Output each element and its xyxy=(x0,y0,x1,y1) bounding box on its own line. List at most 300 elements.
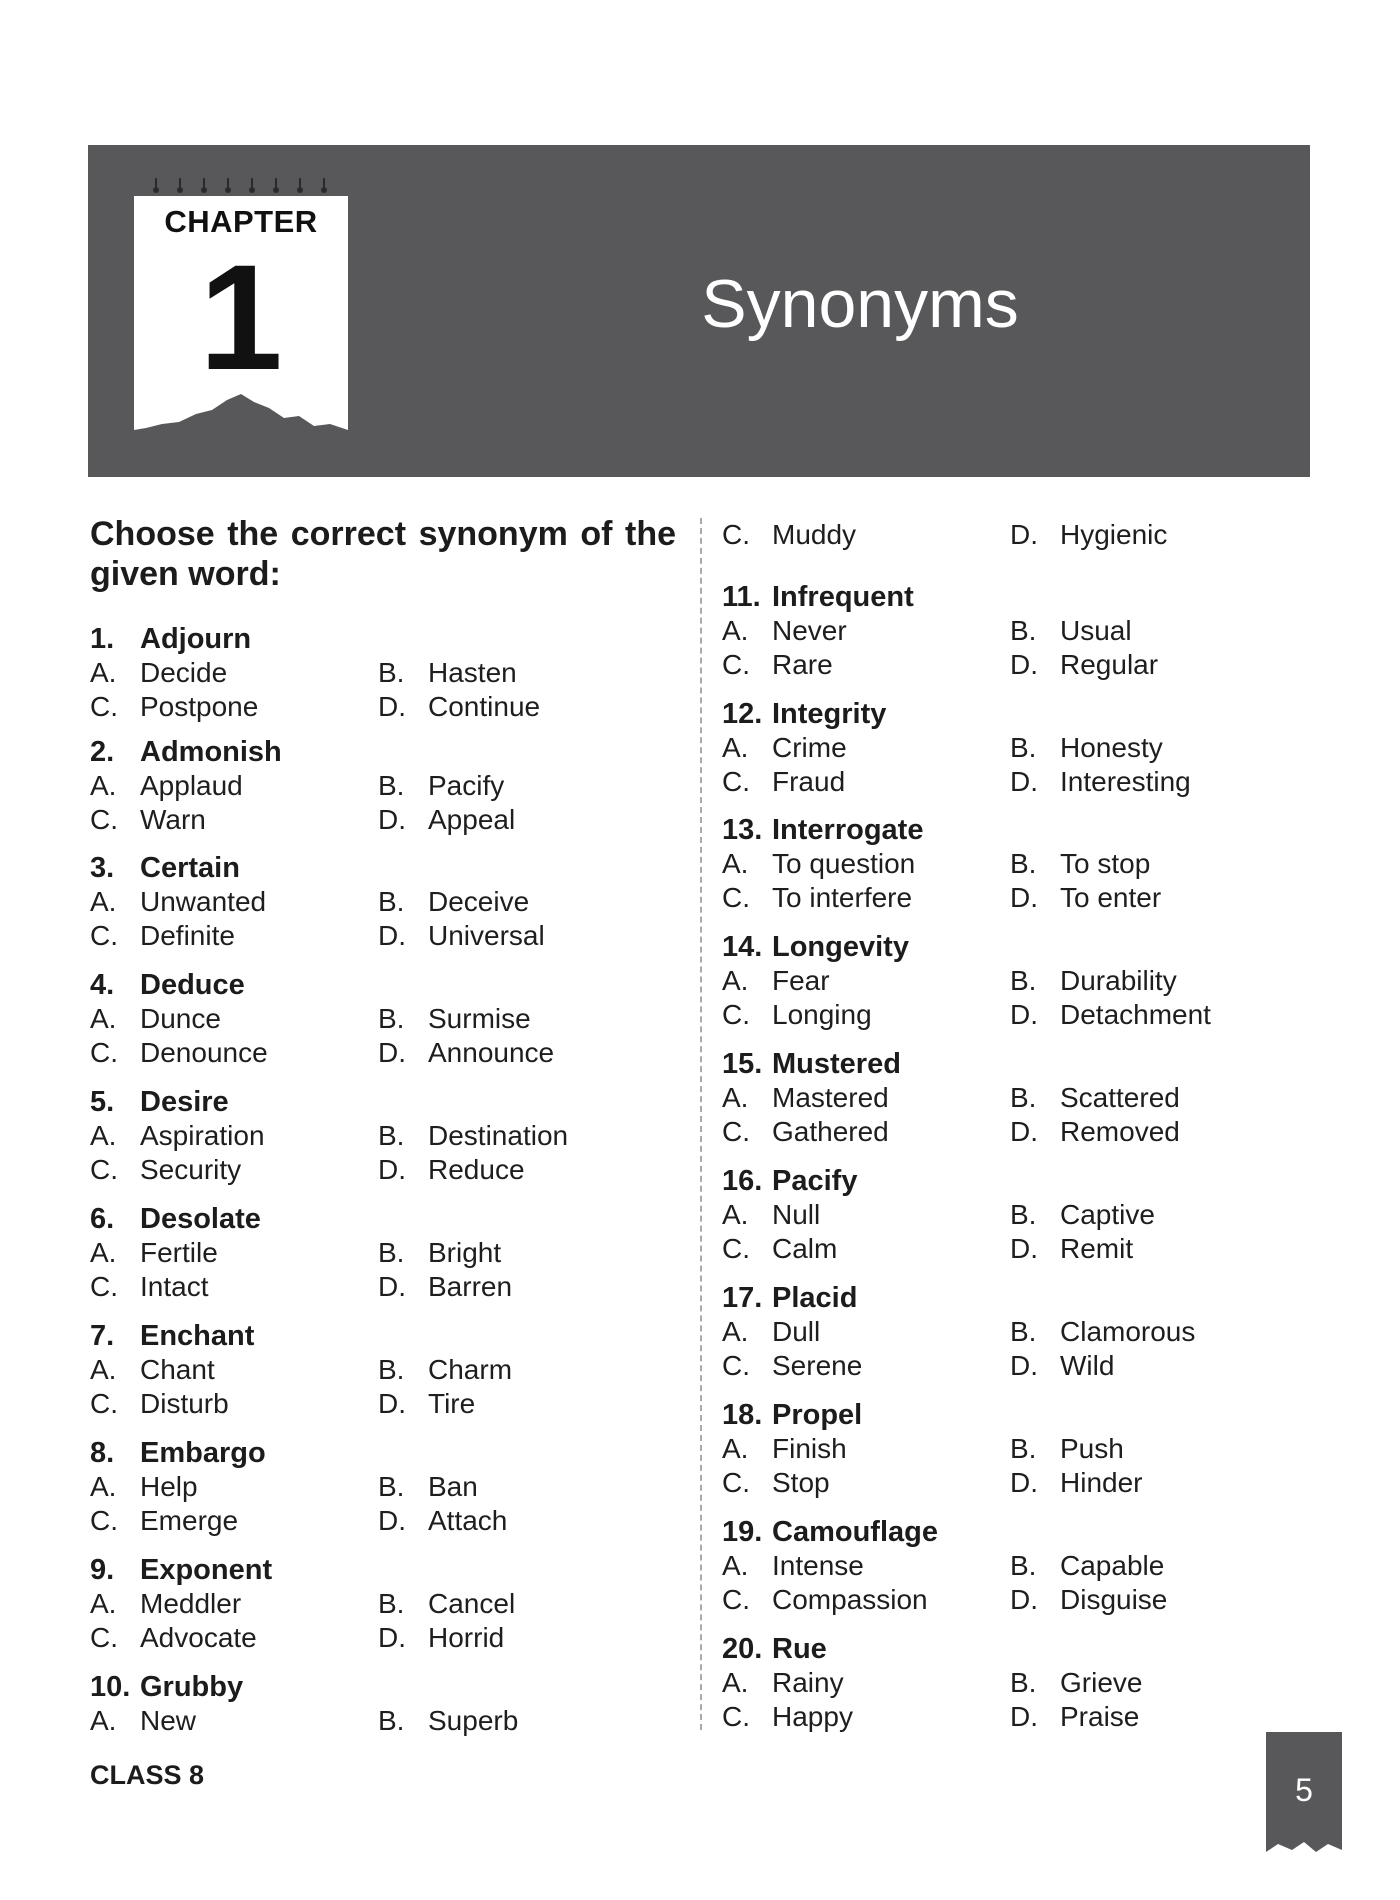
option-text: Charm xyxy=(428,1354,513,1385)
option-marker: A. xyxy=(722,1199,749,1230)
option-text: Never xyxy=(772,615,847,646)
option-marker: D. xyxy=(1010,1350,1038,1381)
option-marker: B. xyxy=(1010,848,1037,879)
option-marker: C. xyxy=(90,920,118,951)
option xyxy=(378,919,545,953)
option xyxy=(722,731,847,765)
option xyxy=(378,1353,512,1387)
option-marker: D. xyxy=(1010,1233,1038,1264)
option-text: Cancel xyxy=(428,1588,516,1619)
option xyxy=(722,648,833,682)
question-word-marker: 8. xyxy=(90,1437,115,1469)
question-word-text: Rue xyxy=(772,1633,827,1665)
option-text: Rainy xyxy=(772,1667,844,1698)
option-text: Longing xyxy=(772,999,872,1030)
option xyxy=(90,919,235,953)
question-word-text: Embargo xyxy=(140,1437,266,1469)
option-text: Push xyxy=(1060,1433,1124,1464)
option-text: Mastered xyxy=(772,1082,889,1113)
option-text: Ban xyxy=(428,1471,478,1502)
option-text: Bright xyxy=(428,1237,502,1268)
question-word-marker: 2. xyxy=(90,736,115,768)
column-divider xyxy=(700,518,702,1730)
question-word-marker: 18. xyxy=(722,1399,763,1431)
option-marker: B. xyxy=(1010,1199,1037,1230)
option xyxy=(1010,964,1177,998)
option-marker: B. xyxy=(378,1003,405,1034)
option-marker: C. xyxy=(90,1505,118,1536)
question-word-marker: 5. xyxy=(90,1086,115,1118)
option xyxy=(1010,518,1167,552)
question-word-marker: 10. xyxy=(90,1671,131,1703)
option xyxy=(378,1387,475,1421)
option-text: Happy xyxy=(772,1701,853,1732)
option-marker: D. xyxy=(378,1622,406,1653)
option-marker: A. xyxy=(722,848,749,879)
option-marker: B. xyxy=(378,1354,405,1385)
option-text: Superb xyxy=(428,1705,519,1736)
option xyxy=(722,964,830,998)
question-word xyxy=(90,735,282,769)
option xyxy=(1010,1198,1155,1232)
question-word xyxy=(90,851,240,885)
option xyxy=(722,1666,844,1700)
option-marker: B. xyxy=(1010,1316,1037,1347)
option xyxy=(722,881,912,915)
question-word xyxy=(722,1515,938,1549)
option xyxy=(378,1002,531,1036)
question-word-text: Desolate xyxy=(140,1203,261,1235)
question-word xyxy=(90,1436,266,1470)
question-word-text: Enchant xyxy=(140,1320,255,1352)
page-number-tab xyxy=(1266,1732,1342,1858)
option xyxy=(378,656,517,690)
question-word-text: Pacify xyxy=(772,1165,858,1197)
chapter-calendar-icon xyxy=(134,178,348,440)
option xyxy=(90,769,243,803)
option xyxy=(1010,1700,1139,1734)
option xyxy=(378,1270,512,1304)
question-word xyxy=(722,1047,901,1081)
option-marker: B. xyxy=(1010,965,1037,996)
option-marker: C. xyxy=(90,1388,118,1419)
option-text: Horrid xyxy=(428,1622,505,1653)
option-text: Aspiration xyxy=(140,1120,265,1151)
option xyxy=(722,998,872,1032)
option-marker: D. xyxy=(378,1037,406,1068)
question-word-text: Longevity xyxy=(772,931,909,963)
option xyxy=(1010,614,1132,648)
option-marker: C. xyxy=(90,804,118,835)
option xyxy=(722,1315,820,1349)
option xyxy=(90,1119,265,1153)
question-word xyxy=(722,1632,827,1666)
question-word xyxy=(722,1164,857,1198)
option-marker: D. xyxy=(378,920,406,951)
option-marker: D. xyxy=(1010,766,1038,797)
option xyxy=(378,1621,504,1655)
option-text: Help xyxy=(140,1471,198,1502)
question-word-marker: 20. xyxy=(722,1633,763,1665)
option-marker: D. xyxy=(1010,1584,1038,1615)
option-text: Unwanted xyxy=(140,886,267,917)
option-text: Rare xyxy=(772,649,833,680)
option-text: Continue xyxy=(428,691,541,722)
option xyxy=(1010,847,1150,881)
option-marker: A. xyxy=(90,1120,117,1151)
option-text: Attach xyxy=(428,1505,508,1536)
option-text: Announce xyxy=(428,1037,555,1068)
option xyxy=(722,614,847,648)
option-text: Denounce xyxy=(140,1037,268,1068)
question-word-marker: 17. xyxy=(722,1282,763,1314)
question-word xyxy=(722,1281,857,1315)
question-word-text: Deduce xyxy=(140,969,245,1001)
question-word xyxy=(90,622,251,656)
option-text: Praise xyxy=(1060,1701,1140,1732)
option xyxy=(378,769,504,803)
option-marker: A. xyxy=(722,1433,749,1464)
option-text: Regular xyxy=(1060,649,1159,680)
option-text: Disguise xyxy=(1060,1584,1168,1615)
option-text: Warn xyxy=(140,804,206,835)
option xyxy=(90,1470,198,1504)
option-text: Detachment xyxy=(1060,999,1211,1030)
option-marker: D. xyxy=(378,691,406,722)
option-marker: B. xyxy=(378,1588,405,1619)
option-marker: A. xyxy=(722,1667,749,1698)
option xyxy=(90,690,258,724)
option-text: Chant xyxy=(140,1354,215,1385)
option xyxy=(1010,648,1158,682)
question-word-text: Integrity xyxy=(772,698,887,730)
option-marker: B. xyxy=(378,657,405,688)
option-marker: C. xyxy=(722,999,750,1030)
option xyxy=(90,1236,218,1270)
option-marker: B. xyxy=(378,1120,405,1151)
option-marker: A. xyxy=(722,615,749,646)
question-word xyxy=(722,813,923,847)
option-text: Barren xyxy=(428,1271,513,1302)
option xyxy=(722,1198,820,1232)
option xyxy=(722,1700,853,1734)
option-text: Crime xyxy=(772,732,847,763)
option-text: Intense xyxy=(772,1550,864,1581)
option-marker: C. xyxy=(90,1622,118,1653)
option-text: Hinder xyxy=(1060,1467,1143,1498)
question-word-text: Certain xyxy=(140,852,240,884)
option-marker: D. xyxy=(378,1388,406,1419)
question-word xyxy=(90,1319,254,1353)
option-text: To question xyxy=(772,848,916,879)
instructions-heading: Choose the correct synonym of the given word: xyxy=(90,515,676,593)
option-text: Advocate xyxy=(140,1622,257,1653)
option-text: Stop xyxy=(772,1467,830,1498)
option-text: Applaud xyxy=(140,770,243,801)
option-text: Honesty xyxy=(1060,732,1163,763)
option-marker: D. xyxy=(1010,882,1038,913)
option xyxy=(90,1036,268,1070)
option-marker: A. xyxy=(90,1237,117,1268)
option-text: Usual xyxy=(1060,615,1132,646)
question-word-marker: 13. xyxy=(722,814,763,846)
option-text: Fear xyxy=(772,965,830,996)
option-text: Universal xyxy=(428,920,545,951)
option-marker: D. xyxy=(1010,999,1038,1030)
option-marker: B. xyxy=(1010,1667,1037,1698)
option-marker: A. xyxy=(90,657,117,688)
option-marker: B. xyxy=(1010,1082,1037,1113)
option-marker: D. xyxy=(1010,1467,1038,1498)
option-marker: C. xyxy=(722,1701,750,1732)
option-text: Clamorous xyxy=(1060,1316,1196,1347)
question-word-marker: 1. xyxy=(90,623,115,655)
option-text: Interesting xyxy=(1060,766,1191,797)
option-marker: A. xyxy=(90,1354,117,1385)
option-text: To interfere xyxy=(772,882,913,913)
option-marker: D. xyxy=(378,1271,406,1302)
question-word xyxy=(90,1553,272,1587)
class-label: CLASS 8 xyxy=(90,1760,205,1790)
option-marker: D. xyxy=(378,1505,406,1536)
question-word-text: Exponent xyxy=(140,1554,273,1586)
option xyxy=(90,1002,221,1036)
option-marker: A. xyxy=(90,1705,117,1736)
option-marker: A. xyxy=(722,1082,749,1113)
option-marker: C. xyxy=(722,1116,750,1147)
question-word-marker: 6. xyxy=(90,1203,115,1235)
option-marker: A. xyxy=(90,1003,117,1034)
question-word-marker: 3. xyxy=(90,852,115,884)
question-word-text: Propel xyxy=(772,1399,863,1431)
option-text: Finish xyxy=(772,1433,847,1464)
question-word-marker: 9. xyxy=(90,1554,115,1586)
option-marker: C. xyxy=(722,1584,750,1615)
question-word xyxy=(722,930,909,964)
option xyxy=(1010,881,1161,915)
chapter-label: CHAPTER xyxy=(164,204,318,239)
option-marker: C. xyxy=(722,519,750,550)
option xyxy=(378,1036,554,1070)
option-marker: D. xyxy=(1010,1116,1038,1147)
question-word-marker: 14. xyxy=(722,931,763,963)
option xyxy=(90,1270,208,1304)
option-text: Decide xyxy=(140,657,228,688)
option xyxy=(722,1549,864,1583)
option-marker: B. xyxy=(1010,615,1037,646)
option xyxy=(1010,1349,1114,1383)
option xyxy=(90,1153,241,1187)
option-text: Disturb xyxy=(140,1388,229,1419)
option-text: Captive xyxy=(1060,1199,1155,1230)
page-number: 5 xyxy=(1295,1772,1313,1808)
question-word-marker: 11. xyxy=(722,581,761,613)
option xyxy=(378,1704,518,1738)
option xyxy=(722,518,856,552)
option-text: Tire xyxy=(428,1388,476,1419)
option xyxy=(90,1504,238,1538)
option xyxy=(722,1081,889,1115)
option-marker: A. xyxy=(90,770,117,801)
option-marker: C. xyxy=(722,766,750,797)
option xyxy=(1010,1549,1164,1583)
option xyxy=(1010,1583,1167,1617)
option xyxy=(90,1353,215,1387)
option xyxy=(1010,1115,1180,1149)
option-marker: A. xyxy=(722,1316,749,1347)
option-text: New xyxy=(140,1705,197,1736)
option-marker: C. xyxy=(90,691,118,722)
option-text: Surmise xyxy=(428,1003,531,1034)
option-text: Serene xyxy=(772,1350,863,1381)
option-marker: B. xyxy=(378,770,405,801)
option xyxy=(378,1504,507,1538)
option xyxy=(90,1387,229,1421)
question-word-text: Desire xyxy=(140,1086,229,1118)
option-text: Reduce xyxy=(428,1154,525,1185)
option-text: Pacify xyxy=(428,770,505,801)
option xyxy=(90,1704,196,1738)
option-marker: B. xyxy=(1010,732,1037,763)
question-word xyxy=(722,697,886,731)
option-text: Muddy xyxy=(772,519,857,550)
option-text: Wild xyxy=(1060,1350,1115,1381)
option-marker: D. xyxy=(1010,649,1038,680)
option-marker: C. xyxy=(722,882,750,913)
option xyxy=(90,656,227,690)
option-marker: C. xyxy=(722,1350,750,1381)
option-marker: B. xyxy=(1010,1550,1037,1581)
option-text: Postpone xyxy=(140,691,259,722)
option xyxy=(378,1587,515,1621)
option xyxy=(378,885,529,919)
option xyxy=(378,1236,501,1270)
option-text: Null xyxy=(772,1199,821,1230)
option-text: Hygienic xyxy=(1060,519,1168,550)
question-word xyxy=(90,968,245,1002)
question-word-text: Interrogate xyxy=(772,814,924,846)
option-text: Gathered xyxy=(772,1116,889,1147)
option-marker: D. xyxy=(378,804,406,835)
option-marker: C. xyxy=(722,649,750,680)
option-marker: D. xyxy=(378,1154,406,1185)
option-text: Capable xyxy=(1060,1550,1165,1581)
option xyxy=(722,765,845,799)
option xyxy=(378,690,540,724)
option-marker: A. xyxy=(722,1550,749,1581)
option-text: Fraud xyxy=(772,766,846,797)
question-word-text: Mustered xyxy=(772,1048,901,1080)
option-text: Hasten xyxy=(428,657,517,688)
option-text: Security xyxy=(140,1154,242,1185)
option xyxy=(1010,1232,1133,1266)
option-text: Definite xyxy=(140,920,235,951)
question-word-marker: 12. xyxy=(722,698,763,730)
question-word-text: Camouflage xyxy=(772,1516,938,1548)
option-marker: C. xyxy=(722,1233,750,1264)
option xyxy=(378,1470,478,1504)
option-text: To stop xyxy=(1060,848,1151,879)
option xyxy=(722,847,915,881)
option-text: Scattered xyxy=(1060,1082,1180,1113)
option xyxy=(1010,1666,1142,1700)
option-marker: A. xyxy=(722,732,749,763)
option xyxy=(90,1587,241,1621)
option-text: Calm xyxy=(772,1233,838,1264)
chapter-number: 1 xyxy=(199,233,283,401)
option-text: Dull xyxy=(772,1316,821,1347)
option xyxy=(90,803,206,837)
option-marker: B. xyxy=(1010,1433,1037,1464)
chapter-title: Synonyms xyxy=(701,266,1019,342)
question-word-text: Grubby xyxy=(140,1671,244,1703)
option xyxy=(90,885,266,919)
option xyxy=(722,1232,837,1266)
option-text: To enter xyxy=(1060,882,1162,913)
option-text: Emerge xyxy=(140,1505,239,1536)
option-marker: D. xyxy=(1010,1701,1038,1732)
option-text: Fertile xyxy=(140,1237,218,1268)
option-text: Appeal xyxy=(428,804,516,835)
option-text: Deceive xyxy=(428,886,530,917)
option xyxy=(1010,1315,1195,1349)
option xyxy=(722,1583,928,1617)
question-word xyxy=(722,1398,862,1432)
option-text: Compassion xyxy=(772,1584,928,1615)
question-word-marker: 4. xyxy=(90,969,115,1001)
option-marker: A. xyxy=(90,886,117,917)
option-marker: B. xyxy=(378,886,405,917)
option-marker: C. xyxy=(722,1467,750,1498)
question-word xyxy=(90,1202,261,1236)
question-word-marker: 7. xyxy=(90,1320,115,1352)
option xyxy=(1010,1081,1180,1115)
question-word-text: Placid xyxy=(772,1282,858,1314)
question-word-marker: 16. xyxy=(722,1165,763,1197)
option xyxy=(378,803,515,837)
option-text: Meddler xyxy=(140,1588,242,1619)
option-text: Removed xyxy=(1060,1116,1180,1147)
option-marker: B. xyxy=(378,1471,405,1502)
question-word-text: Admonish xyxy=(140,736,282,768)
option xyxy=(1010,998,1211,1032)
option xyxy=(1010,731,1163,765)
question-word-text: Adjourn xyxy=(140,623,252,655)
option-text: Grieve xyxy=(1060,1667,1143,1698)
option-marker: C. xyxy=(90,1271,118,1302)
question-word xyxy=(722,580,914,614)
option xyxy=(90,1621,257,1655)
option-marker: A. xyxy=(90,1471,117,1502)
question-word-marker: 19. xyxy=(722,1516,763,1548)
option xyxy=(722,1349,862,1383)
option xyxy=(378,1153,525,1187)
option xyxy=(378,1119,568,1153)
question-word-text: Infrequent xyxy=(772,581,914,613)
option xyxy=(722,1466,830,1500)
question-word-marker: 15. xyxy=(722,1048,763,1080)
question-word xyxy=(90,1085,229,1119)
option xyxy=(1010,1466,1142,1500)
option-text: Durability xyxy=(1060,965,1177,996)
option-text: Intact xyxy=(140,1271,209,1302)
option-marker: C. xyxy=(90,1037,118,1068)
option-text: Destination xyxy=(428,1120,569,1151)
option xyxy=(1010,1432,1124,1466)
option-marker: B. xyxy=(378,1237,405,1268)
option-marker: A. xyxy=(90,1588,117,1619)
option-marker: A. xyxy=(722,965,749,996)
